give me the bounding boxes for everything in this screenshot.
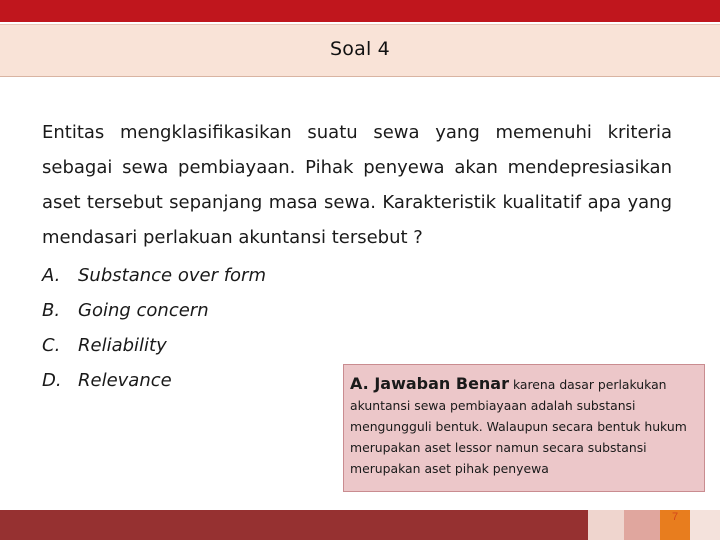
top-accent-bar	[0, 0, 720, 22]
page-number: 7	[671, 511, 679, 523]
answer-box	[343, 364, 705, 492]
option-text: Going concern	[78, 300, 209, 321]
option-text: Substance over form	[78, 265, 266, 286]
option-letter: B.	[42, 300, 61, 321]
answer-paragraph	[350, 373, 698, 479]
answer-explanation: karena dasar perlakukan akuntansi sewa pembiayaan adalah substansi mengungguli bentuk. Walaupun secara bentuk hukum merupakan aset lessor namun secara substansi merupakan aset pihak penyewa	[350, 377, 687, 476]
question-text: Entitas mengklasifikasikan suatu sewa yang memenuhi kriteria sebagai sewa pembiayaan. Pihak penyewa akan mendepresiasikan aset tersebut sepanjang masa sewa. Karakteristik kualitatif apa yang mendasari perlakuan akuntansi tersebut ?	[42, 122, 672, 248]
option-b	[42, 293, 342, 328]
option-a	[42, 258, 342, 293]
option-text: Reliability	[78, 335, 167, 356]
answer-options	[42, 258, 342, 398]
option-d	[42, 363, 342, 398]
footer-segment	[588, 510, 624, 540]
answer-heading: A. Jawaban Benar	[350, 374, 509, 393]
option-letter: C.	[42, 335, 61, 356]
option-text: Relevance	[78, 370, 172, 391]
slide-title: Soal 4	[330, 38, 390, 60]
option-c	[42, 328, 342, 363]
footer-segment	[690, 510, 720, 540]
option-letter: A.	[42, 265, 61, 286]
option-letter: D.	[42, 370, 62, 391]
footer-segment	[624, 510, 660, 540]
